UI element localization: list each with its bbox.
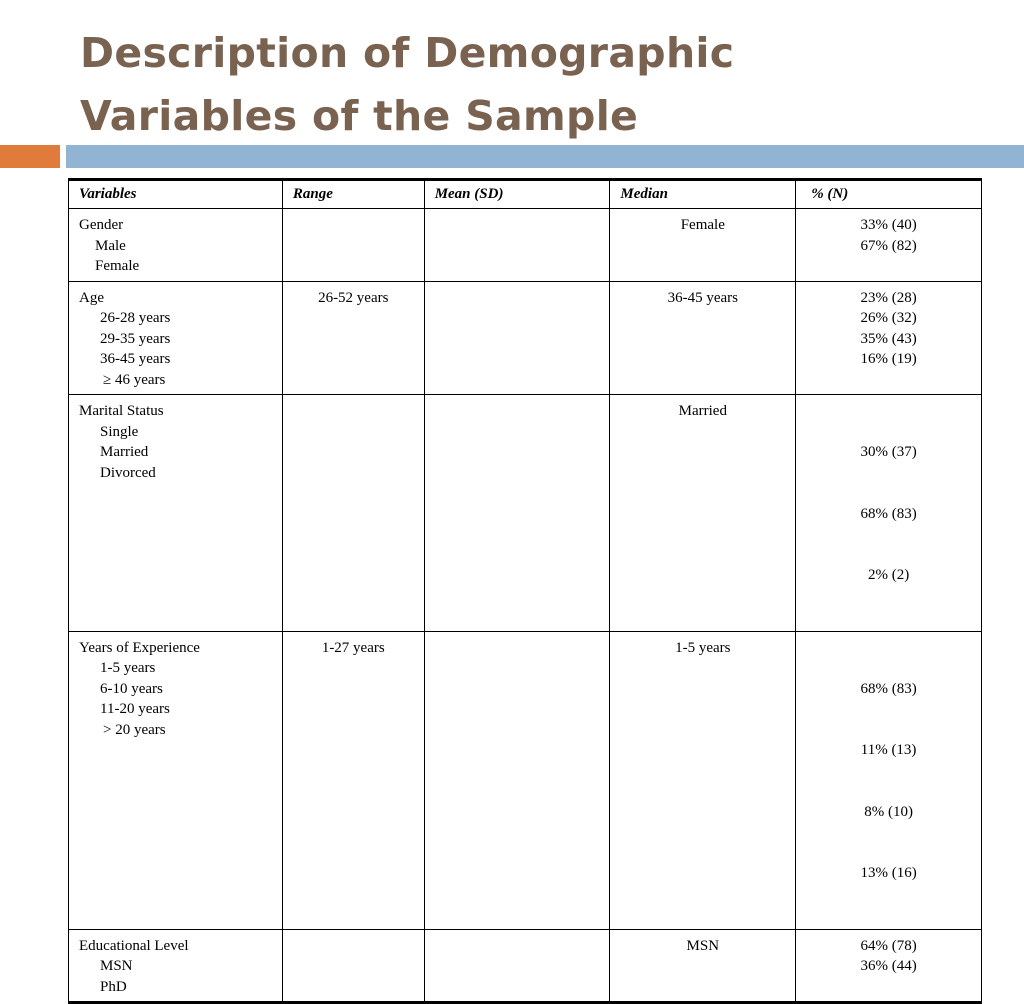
percent-cell bbox=[796, 929, 982, 1003]
percent-value: 67% (82) bbox=[860, 237, 917, 254]
variable-label: Marital Status bbox=[79, 403, 164, 419]
variable-label: Educational Level bbox=[79, 937, 189, 954]
table-row-marital-status bbox=[69, 395, 982, 632]
header-range: Range bbox=[282, 180, 424, 209]
category-label: Divorced bbox=[100, 464, 156, 481]
percent-value: 26% (32) bbox=[860, 310, 917, 326]
percent-value: 8% (10) bbox=[864, 803, 913, 820]
table-row-years-of-experience bbox=[69, 631, 982, 929]
accent-bar-blue bbox=[66, 145, 1024, 168]
slide-title-line-2: Variables of the Sample bbox=[80, 92, 639, 140]
mean-cell bbox=[424, 395, 610, 632]
percent-value: 23% (28) bbox=[860, 289, 917, 306]
variable-cell bbox=[69, 209, 283, 282]
table-header-row bbox=[69, 180, 982, 209]
slide-title-line-1: Description of Demographic bbox=[80, 29, 735, 77]
percent-value: 68% (83) bbox=[860, 680, 917, 697]
category-label: 1-5 years bbox=[100, 660, 156, 676]
range-cell: 26-52 years bbox=[282, 281, 424, 395]
header-mean-sd: Mean (SD) bbox=[424, 180, 610, 209]
variable-cell bbox=[69, 631, 283, 929]
percent-value: 16% (19) bbox=[860, 351, 917, 367]
variable-cell bbox=[69, 929, 283, 1003]
mean-cell bbox=[424, 281, 610, 395]
percent-value: 2% (2) bbox=[867, 567, 910, 583]
percent-value: 13% (16) bbox=[860, 865, 917, 881]
median-cell: MSN bbox=[610, 929, 796, 1003]
percent-value: 64% (78) bbox=[860, 937, 917, 954]
median-cell: 1-5 years bbox=[610, 631, 796, 929]
variable-cell bbox=[69, 395, 283, 632]
category-label: Female bbox=[95, 258, 140, 274]
median-cell: 36-45 years bbox=[610, 281, 796, 395]
category-label: Male bbox=[95, 237, 126, 254]
percent-cell bbox=[796, 631, 982, 929]
range-cell: 1-27 years bbox=[282, 631, 424, 929]
header-variables: Variables bbox=[69, 180, 283, 209]
variable-label: Years of Experience bbox=[79, 639, 200, 656]
category-label: > 20 years bbox=[103, 721, 166, 738]
percent-value: 33% (40) bbox=[860, 217, 917, 233]
median-cell: Married bbox=[610, 395, 796, 632]
category-label: Single bbox=[100, 423, 139, 440]
header-median: Median bbox=[610, 180, 796, 209]
median-cell: Female bbox=[610, 209, 796, 282]
percent-cell bbox=[796, 209, 982, 282]
range-cell bbox=[282, 209, 424, 282]
category-label: MSN bbox=[100, 958, 133, 974]
mean-cell bbox=[424, 929, 610, 1003]
percent-value: 11% (13) bbox=[860, 742, 917, 758]
percent-value: 68% (83) bbox=[860, 505, 917, 522]
percent-cell bbox=[796, 395, 982, 632]
demographics-table bbox=[68, 178, 982, 1004]
variable-cell bbox=[69, 281, 283, 395]
percent-value: 35% (43) bbox=[860, 330, 917, 347]
percent-cell bbox=[796, 281, 982, 395]
category-label: 6-10 years bbox=[100, 680, 163, 697]
percent-value: 36% (44) bbox=[860, 958, 917, 974]
mean-cell bbox=[424, 631, 610, 929]
category-label: 11-20 years bbox=[100, 701, 170, 717]
slide-title bbox=[80, 22, 980, 148]
category-label: PhD bbox=[100, 978, 127, 995]
category-label: 29-35 years bbox=[100, 330, 171, 347]
variable-label: Age bbox=[79, 289, 104, 306]
range-cell bbox=[282, 395, 424, 632]
range-cell bbox=[282, 929, 424, 1003]
table-row-educational-level bbox=[69, 929, 982, 1003]
accent-bar-orange bbox=[0, 145, 60, 168]
table-row-gender bbox=[69, 209, 982, 282]
category-label: ≥ 46 years bbox=[103, 371, 166, 388]
table-row-age bbox=[69, 281, 982, 395]
header-percent-n: % (N) bbox=[796, 180, 982, 209]
variable-label: Gender bbox=[79, 217, 124, 233]
category-label: 36-45 years bbox=[100, 351, 171, 367]
category-label: Married bbox=[100, 444, 149, 460]
mean-cell bbox=[424, 209, 610, 282]
percent-value: 30% (37) bbox=[860, 444, 917, 460]
category-label: 26-28 years bbox=[100, 310, 171, 326]
